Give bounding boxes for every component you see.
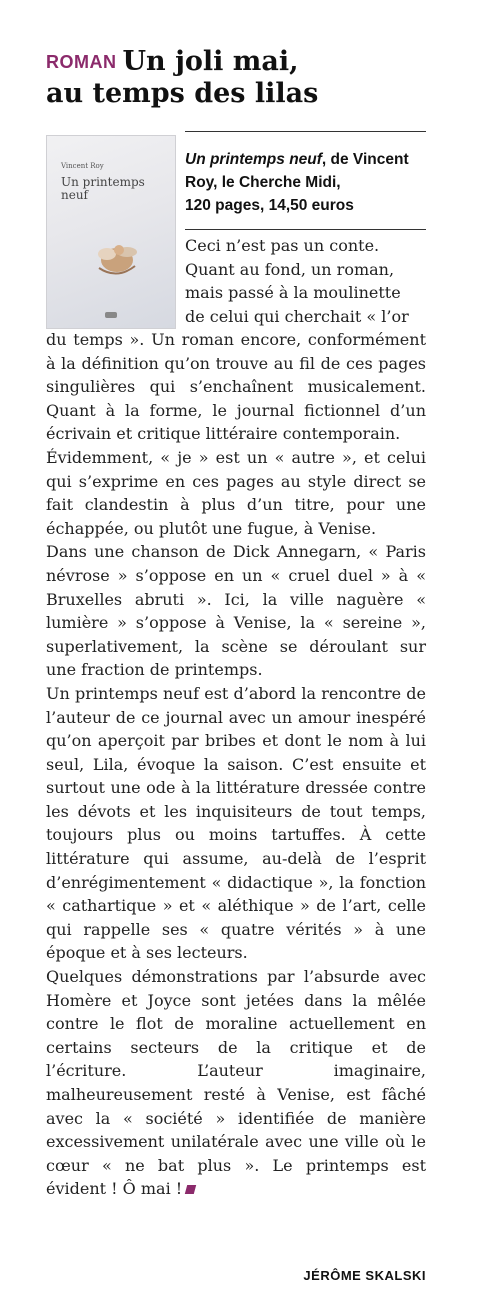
- intro-line: de celui qui cherchait « l’or: [185, 306, 409, 326]
- title-line-2: au temps des lilas: [46, 78, 319, 109]
- book-title: Un printemps neuf: [185, 151, 322, 168]
- paragraph-2: Évidemment, « je » est un « autre », et celui qui s’exprime en ces pages au style direct se fait clandestin à plus d’un titre, pour une échappée, ou plutôt une fugue, à Venise.: [46, 447, 426, 538]
- headline: [46, 46, 426, 109]
- author-signature: JÉRÔME SKALSKI: [303, 1268, 426, 1283]
- paragraph-5-text: Quelques démonstrations par l’absurde avec Homère et Joyce sont jetées dans la mêlée contre le flot de moraline actuellement en certains secteurs de la critique et de l’écriture. L’auteur imaginaire, malheureusement resté à Venise, est fâché avec la « société » identifiée de manière excessivement unilatérale avec une ville où le cœur « ne bat plus ». Le printemps est évident ! Ô mai !: [46, 967, 426, 1199]
- intro-line: Quant au fond, un roman,: [185, 259, 395, 279]
- paragraph-3: Dans une chanson de Dick Annegarn, « Paris névrose » s’oppose en un « cruel duel » à « Bruxelles abruti ». Ici, la ville naguère « lumière » s’oppose à Venise, la « sereine », superlativement, la scène se déroulant sur une fraction de printemps.: [46, 542, 426, 680]
- book-details-line-2: Roy, le Cherche Midi,: [185, 174, 341, 191]
- cover-author: Vincent Roy: [61, 162, 104, 170]
- book-cover-image: [46, 135, 176, 329]
- cherub-illustration-icon: [89, 236, 145, 282]
- article-body: [46, 328, 426, 1201]
- book-details: [185, 131, 426, 230]
- section-kicker: ROMAN: [46, 52, 117, 72]
- book-details-line-3: 120 pages, 14,50 euros: [185, 197, 354, 214]
- title-line-1: Un joli mai,: [122, 46, 299, 77]
- book-details-line-1: , de Vincent: [321, 151, 409, 168]
- article-header: [46, 46, 426, 259]
- paragraph-4: Un printemps neuf est d’abord la rencontre de l’auteur de ce journal avec un amour inespéré qu’on aperçoit par bribes et dont le nom à lui seul, Lila, évoque la saison. C’est ensuite et surtout une ode à la littérature dressée contre les dévots et les inquisiteurs de tout temps, toujours plus ou moins tartuffes. À cette littérature qui assume, au-delà de l’esprit d’enrégimentement « didactique », la fonction « cathartique » et « aléthique » de l’art, celle qui rappelle ses « quatre vérités » à une époque et à ses lecteurs.: [46, 683, 426, 963]
- cover-title: Un printemps neuf: [61, 175, 145, 202]
- paragraph-1-continued: du temps ». Un roman encore, conformément à la définition qu’on trouve au fil de ces pages singulières qui s’enchaînent musicalement. Quant à la forme, le journal fictionnel d’un écrivain et critique littéraire contemporain.: [46, 330, 426, 444]
- intro-narrow-column: [185, 234, 426, 328]
- intro-line: mais passé à la moulinette: [185, 283, 401, 303]
- end-mark-icon: [185, 1185, 196, 1194]
- intro-line: Ceci n’est pas un conte.: [185, 236, 380, 255]
- paragraph-5: [46, 965, 426, 1201]
- publisher-logo: [105, 312, 117, 318]
